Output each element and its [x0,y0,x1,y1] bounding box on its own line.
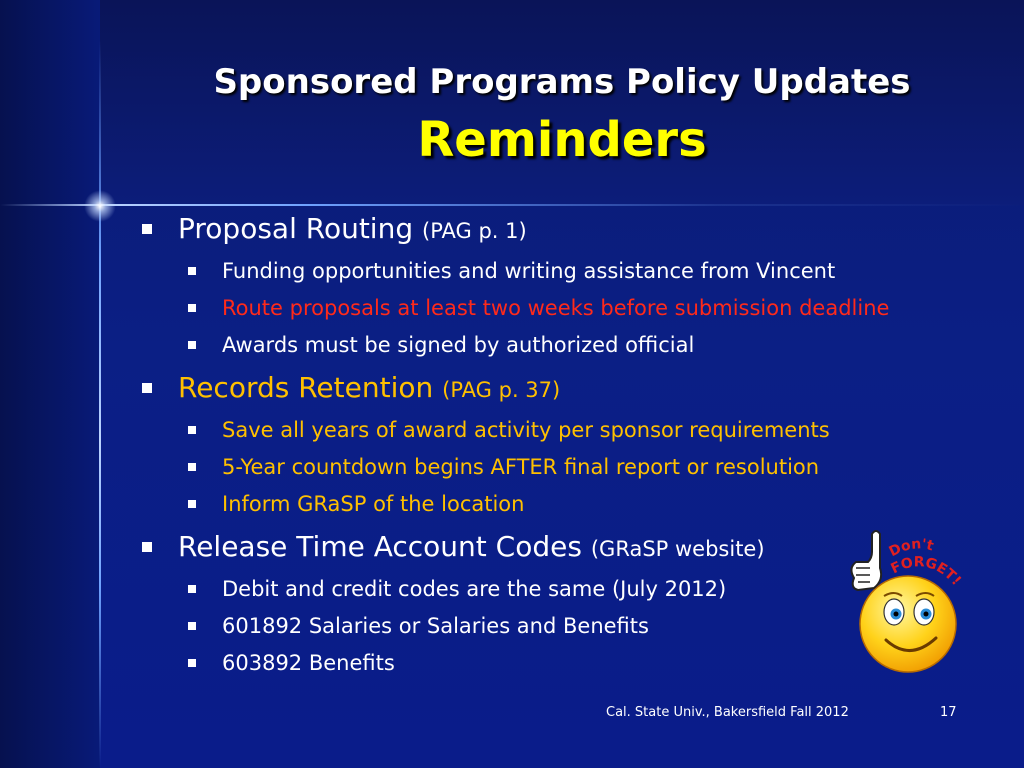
square-bullet-icon [142,224,152,234]
list-item [138,449,898,486]
sparkle-icon [84,190,116,222]
list-item [138,412,898,449]
dont-forget-smiley-icon [838,528,970,674]
section-reference: (PAG p. 1) [422,219,527,243]
list-item-text: Inform GRaSP of the location [222,492,525,516]
list-item-text: Funding opportunities and writing assistance from Vincent [222,259,836,283]
list-item-text: 5-Year countdown begins AFTER final report or resolution [222,455,820,479]
square-bullet-icon [188,659,196,667]
bullet-content [138,205,898,682]
section-heading: Release Time Account Codes [178,530,582,563]
footer-institution: Cal. State Univ., Bakersfield Fall 2012 [606,705,849,720]
section-release-time-codes [138,525,898,571]
square-bullet-icon [188,500,196,508]
section-records-retention [138,366,898,412]
section-reference: (PAG p. 37) [442,378,561,402]
square-bullet-icon [188,585,196,593]
list-item-text: Debit and credit codes are the same (July 2012) [222,577,727,601]
list-item-text: Route proposals at least two weeks before submission deadline [222,296,890,320]
section-proposal-routing [138,207,898,253]
list-item [138,290,898,327]
square-bullet-icon [188,304,196,312]
square-bullet-icon [188,426,196,434]
square-bullet-icon [188,622,196,630]
title-band [100,0,1024,205]
list-item [138,645,898,682]
list-item [138,571,898,608]
clipart-text-bottom: FORGET! [888,554,965,589]
list-item [138,253,898,290]
list-item [138,608,898,645]
section-heading: Records Retention [178,371,434,404]
list-item [138,486,898,523]
square-bullet-icon [142,542,152,552]
list-item-text: Save all years of award activity per sponsor requirements [222,418,830,442]
square-bullet-icon [188,267,196,275]
list-item [138,327,898,364]
slide-title: Sponsored Programs Policy Updates [213,62,911,102]
slide-subtitle: Reminders [417,112,707,168]
square-bullet-icon [142,383,152,393]
section-heading: Proposal Routing [178,212,414,245]
square-bullet-icon [188,341,196,349]
left-band [0,0,100,768]
list-item-text: 601892 Salaries or Salaries and Benefits [222,614,649,638]
footer-page-number: 17 [940,705,957,720]
section-reference: (GRaSP website) [590,537,765,561]
square-bullet-icon [188,463,196,471]
clipart-text-top: Don't [886,536,936,561]
list-item-text: 603892 Benefits [222,651,395,675]
list-item-text: Awards must be signed by authorized official [222,333,695,357]
